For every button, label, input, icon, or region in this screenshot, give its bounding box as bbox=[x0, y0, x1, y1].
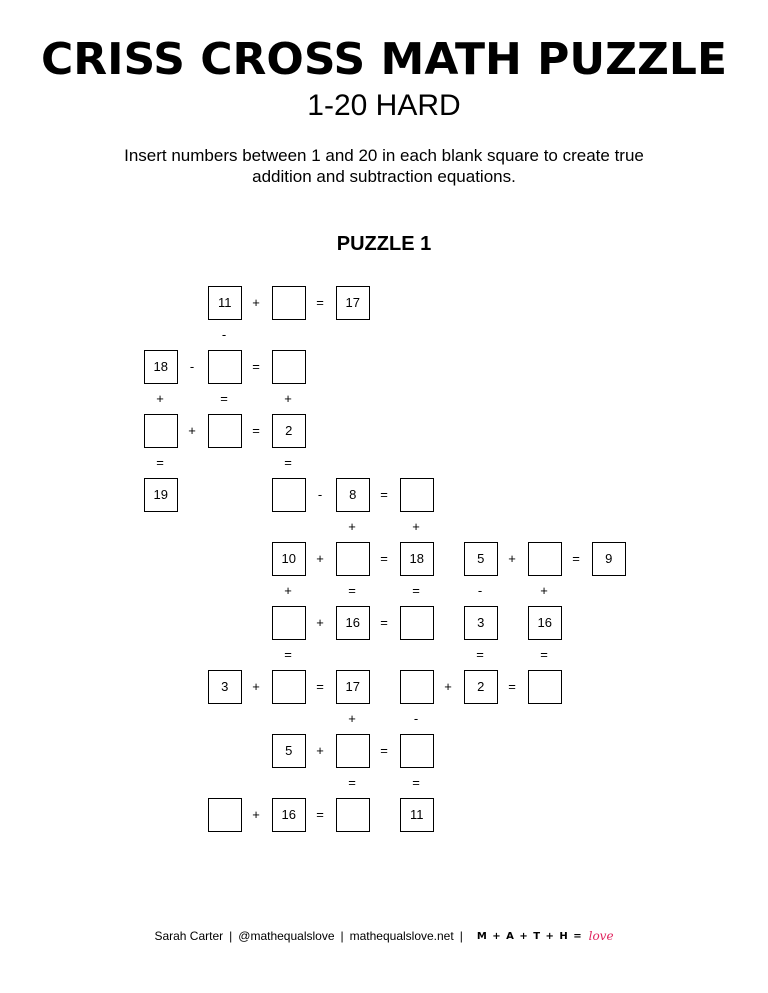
blank-square[interactable] bbox=[144, 414, 178, 448]
equals-sign: = bbox=[252, 422, 260, 438]
equals-sign: = bbox=[316, 294, 324, 310]
blank-square[interactable] bbox=[208, 350, 242, 384]
equals-sign: = bbox=[220, 390, 228, 406]
plus-sign: + bbox=[316, 742, 324, 758]
number-square: 19 bbox=[144, 478, 178, 512]
equals-sign: = bbox=[508, 678, 516, 694]
minus-sign: - bbox=[317, 486, 323, 502]
brand-logo: M + A + T + H = bbox=[476, 930, 583, 942]
blank-square[interactable] bbox=[208, 798, 242, 832]
equals-sign: = bbox=[412, 582, 420, 598]
equals-sign: = bbox=[316, 806, 324, 822]
equals-sign: = bbox=[380, 486, 388, 502]
equals-sign: = bbox=[156, 454, 164, 470]
blank-square[interactable] bbox=[272, 606, 306, 640]
number-square: 3 bbox=[464, 606, 498, 640]
number-square: 16 bbox=[272, 798, 306, 832]
page-subtitle: 1-20 HARD bbox=[307, 89, 461, 122]
number-square: 3 bbox=[208, 670, 242, 704]
blank-square[interactable] bbox=[400, 670, 434, 704]
number-square: 8 bbox=[336, 478, 370, 512]
equals-sign: = bbox=[348, 774, 356, 790]
instructions-line-1: Insert numbers between 1 and 20 in each blank square to create true bbox=[124, 146, 644, 165]
footer-separator: | bbox=[459, 929, 463, 943]
number-square: 11 bbox=[400, 798, 434, 832]
equals-sign: = bbox=[572, 550, 580, 566]
minus-sign: - bbox=[477, 582, 483, 598]
equals-sign: = bbox=[540, 646, 548, 662]
plus-sign: + bbox=[316, 550, 324, 566]
number-square: 17 bbox=[336, 670, 370, 704]
number-square: 9 bbox=[592, 542, 626, 576]
blank-square[interactable] bbox=[272, 478, 306, 512]
blank-square[interactable] bbox=[528, 542, 562, 576]
blank-square[interactable] bbox=[336, 734, 370, 768]
minus-sign: - bbox=[189, 358, 195, 374]
blank-square[interactable] bbox=[336, 798, 370, 832]
plus-sign: + bbox=[284, 390, 292, 406]
equals-sign: = bbox=[284, 454, 292, 470]
plus-sign: + bbox=[188, 422, 196, 438]
blank-square[interactable] bbox=[400, 734, 434, 768]
number-square: 16 bbox=[336, 606, 370, 640]
plus-sign: + bbox=[252, 678, 260, 694]
number-square: 5 bbox=[464, 542, 498, 576]
number-square: 17 bbox=[336, 286, 370, 320]
number-square: 2 bbox=[464, 670, 498, 704]
blank-square[interactable] bbox=[528, 670, 562, 704]
equals-sign: = bbox=[380, 614, 388, 630]
equals-sign: = bbox=[252, 358, 260, 374]
footer bbox=[0, 926, 768, 946]
blank-square[interactable] bbox=[272, 670, 306, 704]
plus-sign: + bbox=[252, 806, 260, 822]
equals-sign: = bbox=[284, 646, 292, 662]
equals-sign: = bbox=[412, 774, 420, 790]
footer-site: mathequalslove.net bbox=[349, 929, 454, 943]
plus-sign: + bbox=[284, 582, 292, 598]
blank-square[interactable] bbox=[272, 286, 306, 320]
footer-separator: | bbox=[340, 929, 344, 943]
plus-sign: + bbox=[508, 550, 516, 566]
blank-square[interactable] bbox=[272, 350, 306, 384]
blank-square[interactable] bbox=[208, 414, 242, 448]
equals-sign: = bbox=[380, 742, 388, 758]
number-square: 18 bbox=[144, 350, 178, 384]
number-square: 16 bbox=[528, 606, 562, 640]
number-square: 10 bbox=[272, 542, 306, 576]
plus-sign: + bbox=[348, 518, 356, 534]
equals-sign: = bbox=[380, 550, 388, 566]
plus-sign: + bbox=[348, 710, 356, 726]
number-square: 18 bbox=[400, 542, 434, 576]
plus-sign: + bbox=[444, 678, 452, 694]
number-square: 11 bbox=[208, 286, 242, 320]
page-title: CRISS CROSS MATH PUZZLE bbox=[40, 34, 728, 85]
brand-logo-love: love bbox=[588, 929, 614, 943]
minus-sign: - bbox=[413, 710, 419, 726]
plus-sign: + bbox=[540, 582, 548, 598]
equals-sign: = bbox=[476, 646, 484, 662]
blank-square[interactable] bbox=[400, 606, 434, 640]
footer-separator: | bbox=[229, 929, 233, 943]
equals-sign: = bbox=[348, 582, 356, 598]
equals-sign: = bbox=[316, 678, 324, 694]
number-square: 2 bbox=[272, 414, 306, 448]
footer-author: Sarah Carter bbox=[154, 929, 224, 943]
minus-sign: - bbox=[221, 326, 227, 342]
number-square: 5 bbox=[272, 734, 306, 768]
instructions-line-2: addition and subtraction equations. bbox=[252, 167, 516, 186]
blank-square[interactable] bbox=[400, 478, 434, 512]
plus-sign: + bbox=[412, 518, 420, 534]
plus-sign: + bbox=[156, 390, 164, 406]
footer-handle: @mathequalslove bbox=[238, 929, 335, 943]
plus-sign: + bbox=[316, 614, 324, 630]
blank-square[interactable] bbox=[336, 542, 370, 576]
plus-sign: + bbox=[252, 294, 260, 310]
puzzle-label: PUZZLE 1 bbox=[336, 233, 432, 255]
